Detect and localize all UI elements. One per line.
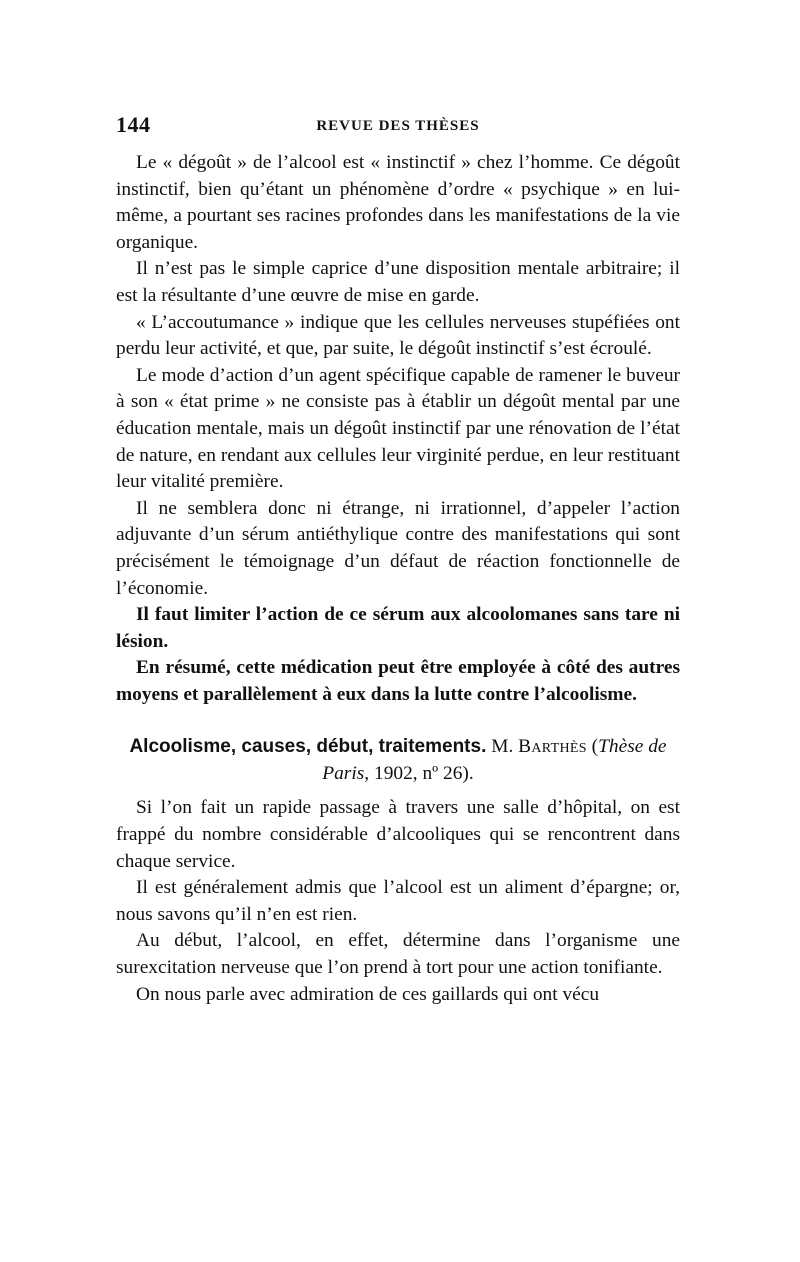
paragraph-8: Si l’on fait un rapide passage à travers une salle d’hôpital, on est frappé du nombre considérable d’alcooliques qui se rencontrent dans chaque service. [116, 797, 680, 872]
paragraph-10: Au début, l’alcool, en effet, détermine dans l’organisme une surexcitation nerveuse que l’on prend à tort pour une action tonifiante. [116, 930, 680, 979]
paragraph-9: Il est généralement admis que l’alcool est un aliment d’épargne; or, nous savons qu’il n’en est rien. [116, 877, 680, 925]
page-number: 144 [116, 112, 151, 137]
section-thesis-details: , 1902, nº 26). [364, 763, 474, 785]
running-head [116, 112, 680, 144]
paragraph-5: Il ne semblera donc ni étrange, ni irrationnel, d’appeler l’action adjuvante d’un sérum antiéthylique contre des manifestations qui sont précisément le témoignage d’un défaut de réaction fonctionnelle de l’économie. [116, 497, 680, 599]
paragraph-2: Il n’est pas le simple caprice d’une disposition mentale arbitraire; il est la résultante d’une œuvre de mise en garde. [116, 258, 680, 306]
paragraph-4: Le mode d’action d’un agent spécifique capable de ramener le buveur à son « état prime » ne consiste pas à établir un dégoût mental par une éducation mentale, mais un dégoût instinctif par une rénovation de l’état de nature, en rendant aux cellules leur virginité perdue, en leur restituant leur vitalité première. [116, 364, 680, 493]
paragraph-3: « L’accoutumance » indique que les cellules nerveuses stupéfiées ont perdu leur activité, et que, par suite, le dégoût instinctif s’est écroulé. [116, 311, 680, 360]
paragraph-7: En résumé, cette médication peut être employée à côté des autres moyens et parallèlement à eux dans la lutte contre l’alcoolisme. [116, 657, 680, 705]
paragraph-11: On nous parle avec admiration de ces gaillards qui ont vécu [136, 983, 600, 1005]
paragraph-1: Le « dégoût » de l’alcool est « instinctif » chez l’homme. Ce dégoût instinctif, bien qu’étant un phénomène d’ordre « psychique » en lui-même, a pourtant ses racines profondes dans les manifestations de la vie organique. [116, 152, 680, 253]
section-thesis-italic: Thèse de Paris [322, 736, 667, 785]
section-author: Barthès [518, 736, 587, 758]
section-heading: Alcoolisme, causes, début, traitements. M. Barthès (Thèse de Paris, 1902, nº 26). [129, 736, 667, 785]
section-author-prefix: M. [491, 736, 514, 758]
section-title: Alcoolisme, causes, début, traitements. [129, 736, 487, 758]
header-title: REVUE DES THÈSES [316, 118, 480, 134]
document-page [116, 112, 680, 1008]
paragraph-6: Il faut limiter l’action de ce sérum aux alcoolomanes sans tare ni lésion. [116, 604, 680, 652]
